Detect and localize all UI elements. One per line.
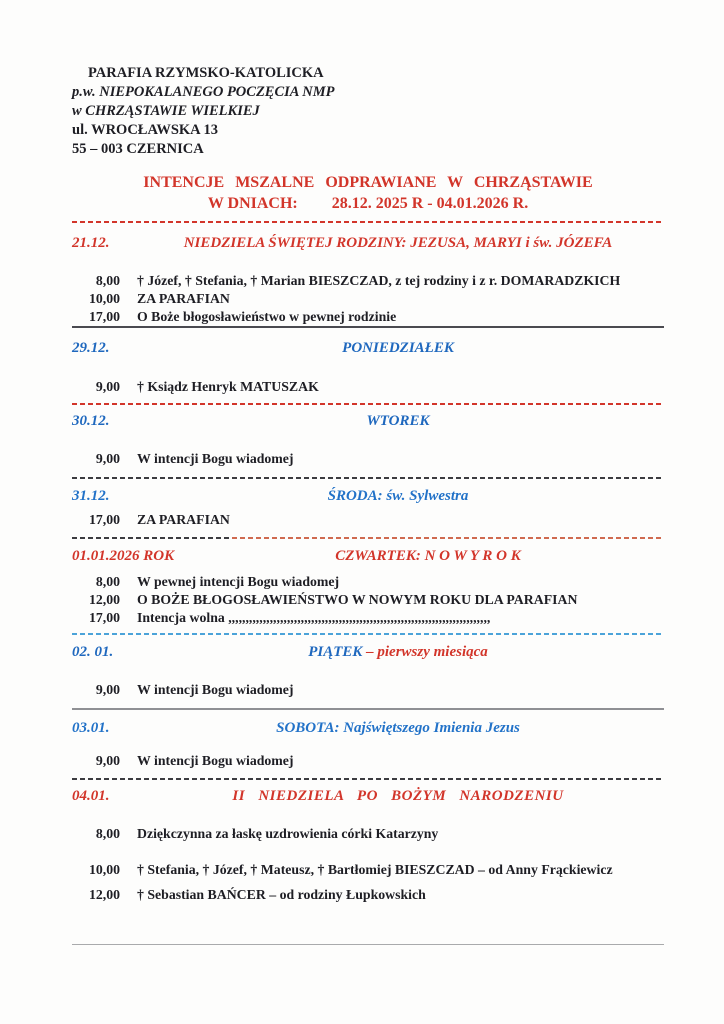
separator [72, 708, 664, 710]
section-date: 04.01. [72, 788, 110, 804]
separator [72, 221, 664, 223]
section-heading: PONIEDZIAŁEK [342, 340, 454, 356]
mass-entry [72, 272, 664, 290]
mass-intention: W intencji Bogu wiadomej [137, 682, 294, 697]
section-heading: SOBOTA: Najświętszego Imienia Jezus [276, 720, 520, 736]
section-heading: ŚRODA: św. Sylwestra [327, 488, 469, 504]
mass-time: 9,00 [95, 379, 120, 394]
mass-intention: † Sebastian BAŃCER – od rodziny Łupkowskich [137, 887, 426, 902]
section-29-12-entries [72, 378, 664, 396]
separator [72, 944, 664, 945]
mass-time: 9,00 [95, 753, 120, 768]
parish-name: PARAFIA RZYMSKO-KATOLICKA [88, 65, 324, 81]
mass-intention: Intencja wolna ,,,,,,,,,,,,,,,,,,,,,,,,,,,,,,,,,,,,,,,,,,,,,,,,,,,,,,,,,,,,,,,,,,,,,,,,,,,, [137, 610, 491, 625]
section-date: 30.12. [72, 413, 110, 429]
section-01-01-entries [72, 573, 664, 627]
parish-dedication: p.w. NIEPOKALANEGO POCZĘCIA NMP [72, 84, 335, 100]
section-01-01-header [72, 548, 664, 565]
mass-intention: † Józef, † Stefania, † Marian BIESZCZAD, z tej rodziny i z r. DOMARADZKICH [137, 273, 621, 288]
mass-time: 10,00 [88, 291, 120, 306]
section-03-01-header [72, 720, 664, 737]
section-30-12-header [72, 413, 664, 430]
document-title [72, 172, 664, 214]
section-31-12-header [72, 488, 664, 505]
mass-entry [72, 825, 664, 843]
section-heading-day: PIĄTEK [308, 644, 363, 660]
section-date: 02. 01. [72, 644, 114, 660]
parish-locality: w CHRZĄSTAWIE WIELKIEJ [72, 103, 260, 119]
section-heading: WTOREK [366, 413, 430, 429]
section-date: 01.01.2026 ROK [72, 548, 175, 564]
date-range-label: W DNIACH: [207, 195, 298, 212]
section-04-01-header [72, 788, 664, 805]
date-range: 28.12. 2025 R - 04.01.2026 R. [331, 195, 529, 212]
mass-intention: † Stefania, † Józef, † Mateusz, † Bartłomiej BIESZCZAD – od Anny Frąckiewicz [137, 862, 613, 877]
mass-time: 17,00 [88, 512, 120, 527]
mass-time: 17,00 [88, 610, 120, 625]
parish-postal-code: 55 – 003 CZERNICA [72, 141, 204, 157]
mass-intention: W pewnej intencji Bogu wiadomej [137, 574, 340, 589]
section-29-12-header [72, 340, 664, 357]
mass-time: 17,00 [88, 309, 120, 324]
section-heading: NIEDZIELA ŚWIĘTEJ RODZINY: JEZUSA, MARYI i św. JÓZEFA [183, 235, 613, 251]
mass-entry [72, 681, 664, 699]
separator [72, 326, 664, 328]
mass-time: 8,00 [95, 273, 120, 288]
section-date: 21.12. [72, 235, 110, 251]
section-30-12-entries [72, 450, 664, 468]
section-date: 29.12. [72, 340, 110, 356]
mass-time: 9,00 [95, 682, 120, 697]
section-21-12-header [72, 235, 664, 252]
section-31-12-entries [72, 511, 664, 529]
mass-intention: ZA PARAFIAN [137, 512, 230, 527]
mass-entry [72, 378, 664, 396]
mass-time: 8,00 [95, 826, 120, 841]
section-heading [72, 644, 664, 661]
mass-entry [72, 591, 664, 609]
separator [72, 403, 664, 405]
separator [72, 537, 664, 539]
separator [72, 778, 664, 780]
mass-entry [72, 573, 664, 591]
mass-intention: † Ksiądz Henryk MATUSZAK [137, 379, 319, 394]
mass-intention: W intencji Bogu wiadomej [137, 753, 294, 768]
section-03-01-entries [72, 752, 664, 770]
section-heading: CZWARTEK: N O W Y R O K [335, 548, 521, 564]
section-02-01-entries [72, 681, 664, 699]
mass-time: 12,00 [88, 592, 120, 607]
mass-entry [72, 511, 664, 529]
section-21-12-entries [72, 272, 664, 326]
mass-entry [72, 752, 664, 770]
document-title-line2 [72, 193, 664, 214]
separator [72, 633, 664, 635]
mass-time: 8,00 [95, 574, 120, 589]
mass-time: 9,00 [95, 451, 120, 466]
document-content [72, 0, 664, 1024]
section-02-01-header [72, 644, 664, 661]
mass-entry [72, 290, 664, 308]
mass-intention: W intencji Bogu wiadomej [137, 451, 294, 466]
mass-intention: ZA PARAFIAN [137, 291, 230, 306]
section-04-01-entries [72, 825, 664, 904]
mass-time: 10,00 [88, 862, 120, 877]
mass-intention: O Boże błogosławieństwo w pewnej rodzinie [137, 309, 397, 324]
mass-entry [72, 886, 664, 904]
section-date: 31.12. [72, 488, 110, 504]
mass-entry [72, 609, 664, 627]
mass-entry [72, 450, 664, 468]
mass-time: 12,00 [88, 887, 120, 902]
mass-intention: O BOŻE BŁOGOSŁAWIEŃSTWO W NOWYM ROKU DLA PARAFIAN [137, 592, 578, 607]
mass-intention: Dziękczynna za łaskę uzdrowienia córki Katarzyny [137, 826, 439, 841]
section-heading-note: – pierwszy miesiąca [362, 644, 488, 660]
section-date: 03.01. [72, 720, 110, 736]
document-title-line1: INTENCJE MSZALNE ODPRAWIANE W CHRZĄSTAWIE [143, 174, 593, 191]
parish-letterhead [72, 64, 335, 159]
section-heading: II NIEDZIELA PO BOŻYM NARODZENIU [232, 788, 564, 804]
parish-street: ul. WROCŁAWSKA 13 [72, 122, 218, 138]
mass-entry [72, 308, 664, 326]
separator [72, 477, 664, 479]
mass-entry [72, 861, 664, 879]
